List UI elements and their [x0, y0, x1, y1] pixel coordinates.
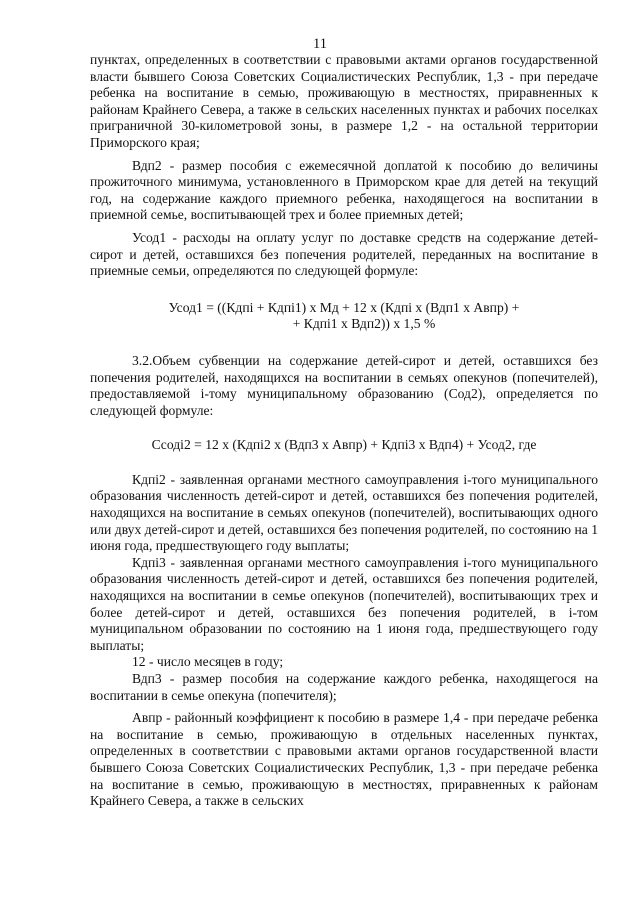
paragraph-avpr: Авпр - районный коэффициент к пособию в размере 1,4 - при передаче ребенка на воспитание в семью, проживающую в отдельных населенных пунктах, определенных в соответствии с правовыми актами органов государственной власти бывшего Союза Советских Социалистических Республик, 1,3 - при передаче ребенка на воспитание в семью, проживающую в местностях, приравненных к районам Крайнего Севера, а также в сельских [90, 710, 598, 809]
page-number: 11 [313, 36, 327, 52]
formula-usod1-line1: Усод1 = ((Кдпi + Кдпi1) х Мд + 12 х (Кдпi х (Вдп1 х Авпр) + [168, 299, 520, 315]
document-body [90, 52, 598, 810]
paragraph-usod1: Усод1 - расходы на оплату услуг по доставке средств на содержание детей-сирот и детей, оставшихся без попечения родителей, переданных на воспитание в приемные семьи, определяются по следующей формуле: [90, 229, 598, 279]
formula-usod1 [90, 300, 598, 333]
paragraph-vdp2: Вдп2 - размер пособия с ежемесячной доплатой к пособию до величины прожиточного минимума, установленного в Приморском крае для детей на текущий год, на содержание каждого приемного ребенка, находящегося на воспитании в приемной семье, воспитывающей трех и более приемных детей; [90, 157, 598, 223]
paragraph-vdp3: Вдп3 - размер пособия на содержание каждого ребенка, находящегося на воспитании в семье опекуна (попечителя); [90, 671, 598, 703]
paragraph-kdpi3: Кдпi3 - заявленная органами местного самоуправления i-того муниципального образования численность детей-сирот и детей, оставшихся без попечения родителей, находящихся на воспитании в семье опекунов (попечителей), воспитывающих трех и более детей-сирот и детей, оставшихся без попечения родителей, в i-том муниципальном образовании по состоянию на 1 июня года, предшествующего году выплаты; [90, 554, 598, 653]
paragraph-kdpi2: Кдпi2 - заявленная органами местного самоуправления i-того муниципального образования численность детей-сирот и детей, оставшихся без попечения родителей, находящихся на воспитание в семьях опекунов (попечителей), воспитывающих одного или двух детей-сирот и детей, оставшихся без попечения родителей, по состоянию на 1 июня года, предшествующего году выплаты; [90, 471, 598, 554]
paragraph-continuation: пунктах, определенных в соответствии с правовыми актами органов государственной власти бывшего Союза Советских Социалистических Республик, 1,3 - при передаче ребенка на воспитание в семью, проживающую в местностях, приравненных к районам Крайнего Севера, а также в сельских населенных пунктах и рабочих поселках приграничной 30-километровой зоны, в размере 1,2 - на остальной территории Приморского края; [90, 52, 598, 150]
formula-usod1-line2: + Кдпi1 х Вдп2)) х 1,5 % [292, 316, 436, 332]
formula-ssodi2: Ссодi2 = 12 х (Кдпi2 х (Вдп3 х Авпр) + Кдпi3 х Вдп4) + Усод2, где [151, 437, 537, 453]
paragraph-section-3-2: 3.2.Объем субвенции на содержание детей-сирот и детей, оставшихся без попечения родителей, находящихся на воспитании в семьях опекунов (попечителей), предоставляемой i-тому муниципальному образованию (Сод2), определяется по следующей формуле: [90, 352, 598, 418]
paragraph-12-months: 12 - число месяцев в году; [132, 654, 284, 670]
